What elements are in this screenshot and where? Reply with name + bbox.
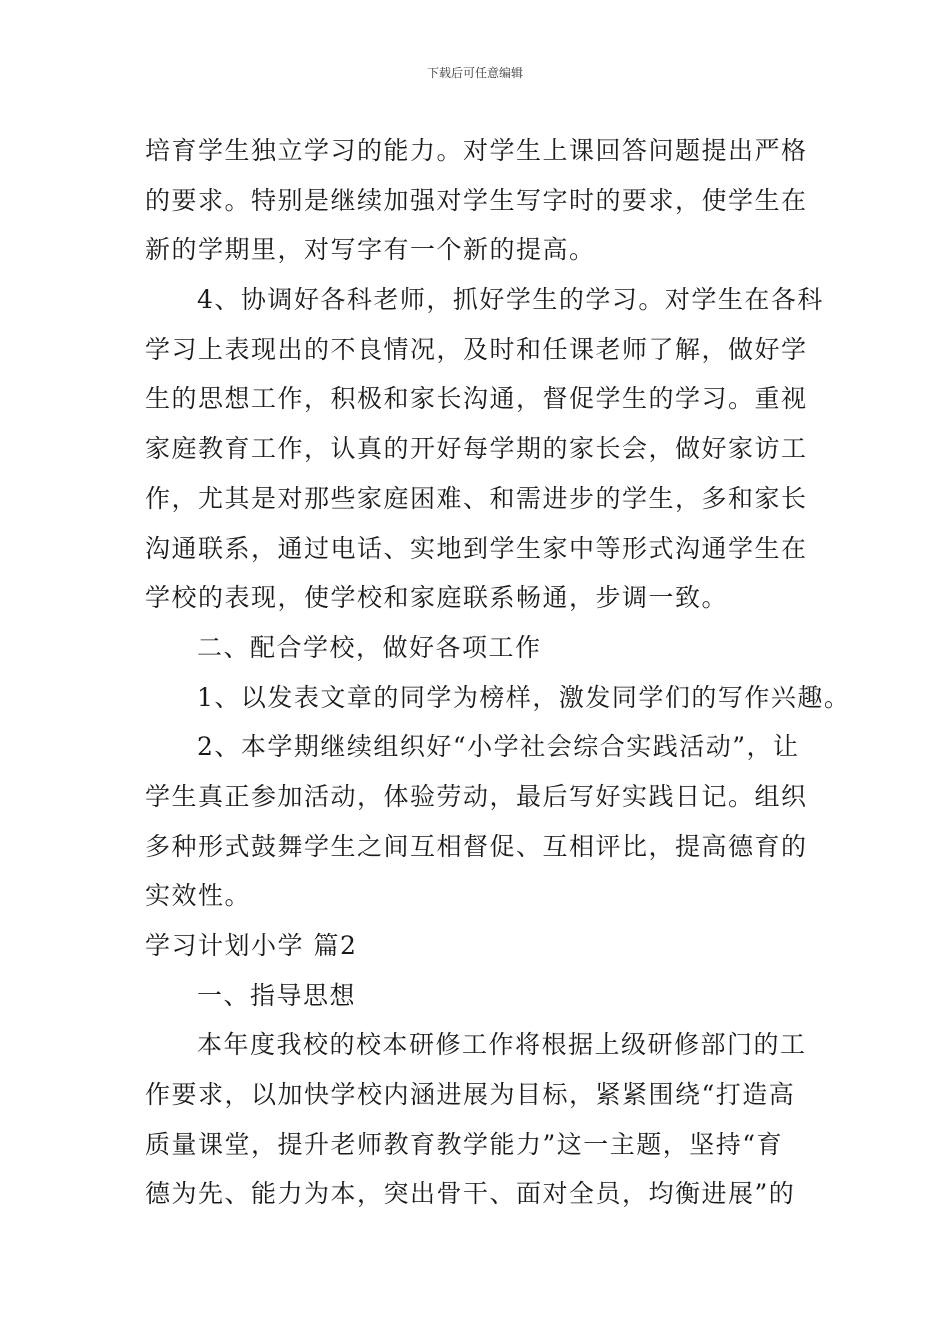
page-header-note: 下载后可任意编辑 xyxy=(426,66,523,80)
text-line: 作，尤其是对那些家庭困难、和需进步的学生，多和家长 xyxy=(145,483,808,513)
text-line: 德为先、能力为本，突出骨干、面对全员，均衡进展”的 xyxy=(145,1179,796,1209)
text-line: 培育学生独立学习的能力。对学生上课回答问题提出严格 xyxy=(145,136,808,165)
text-line: 一、指导思想 xyxy=(197,980,357,1010)
text-line: 家庭教育工作，认真的开好每学期的家长会，做好家访工 xyxy=(145,434,808,464)
text-line: 本年度我校的校本研修工作将根据上级研修部门的工 xyxy=(197,1030,807,1060)
text-line: 作要求，以加快学校内涵进展为目标，紧紧围绕“打造高 xyxy=(145,1080,796,1110)
text-line: 二、配合学校，做好各项工作 xyxy=(197,632,542,662)
text-line: 的要求。特别是继续加强对学生写字时的要求，使学生在 xyxy=(145,185,808,215)
text-line: 多种形式鼓舞学生之间互相督促、互相评比，提高德育的 xyxy=(145,831,808,861)
text-line: 学习计划小学 篇2 xyxy=(145,931,358,960)
text-line: 生的思想工作，积极和家长沟通，督促学生的学习。重视 xyxy=(145,384,808,414)
text-line: 1、以发表文章的同学为榜样，激发同学们的写作兴趣。 xyxy=(197,682,851,712)
text-line: 实效性。 xyxy=(145,881,252,911)
text-line: 学习上表现出的不良情况，及时和任课老师了解，做好学 xyxy=(145,334,808,364)
text-line: 2、本学期继续组织好“小学社会综合实践活动”，让 xyxy=(197,732,800,762)
text-line: 学生真正参加活动，体验劳动，最后写好实践日记。组织 xyxy=(145,781,808,811)
text-line: 新的学期里，对写字有一个新的提高。 xyxy=(145,235,596,265)
text-line: 4、协调好各科老师，抓好学生的学习。对学生在各科 xyxy=(197,285,824,315)
text-line: 学校的表现，使学校和家庭联系畅通，步调一致。 xyxy=(145,583,729,613)
text-line: 沟通联系，通过电话、实地到学生家中等形式沟通学生在 xyxy=(145,533,808,563)
text-line: 质量课堂，提升老师教育教学能力”这一主题，坚持“育 xyxy=(145,1129,784,1159)
document-body xyxy=(145,126,851,1219)
